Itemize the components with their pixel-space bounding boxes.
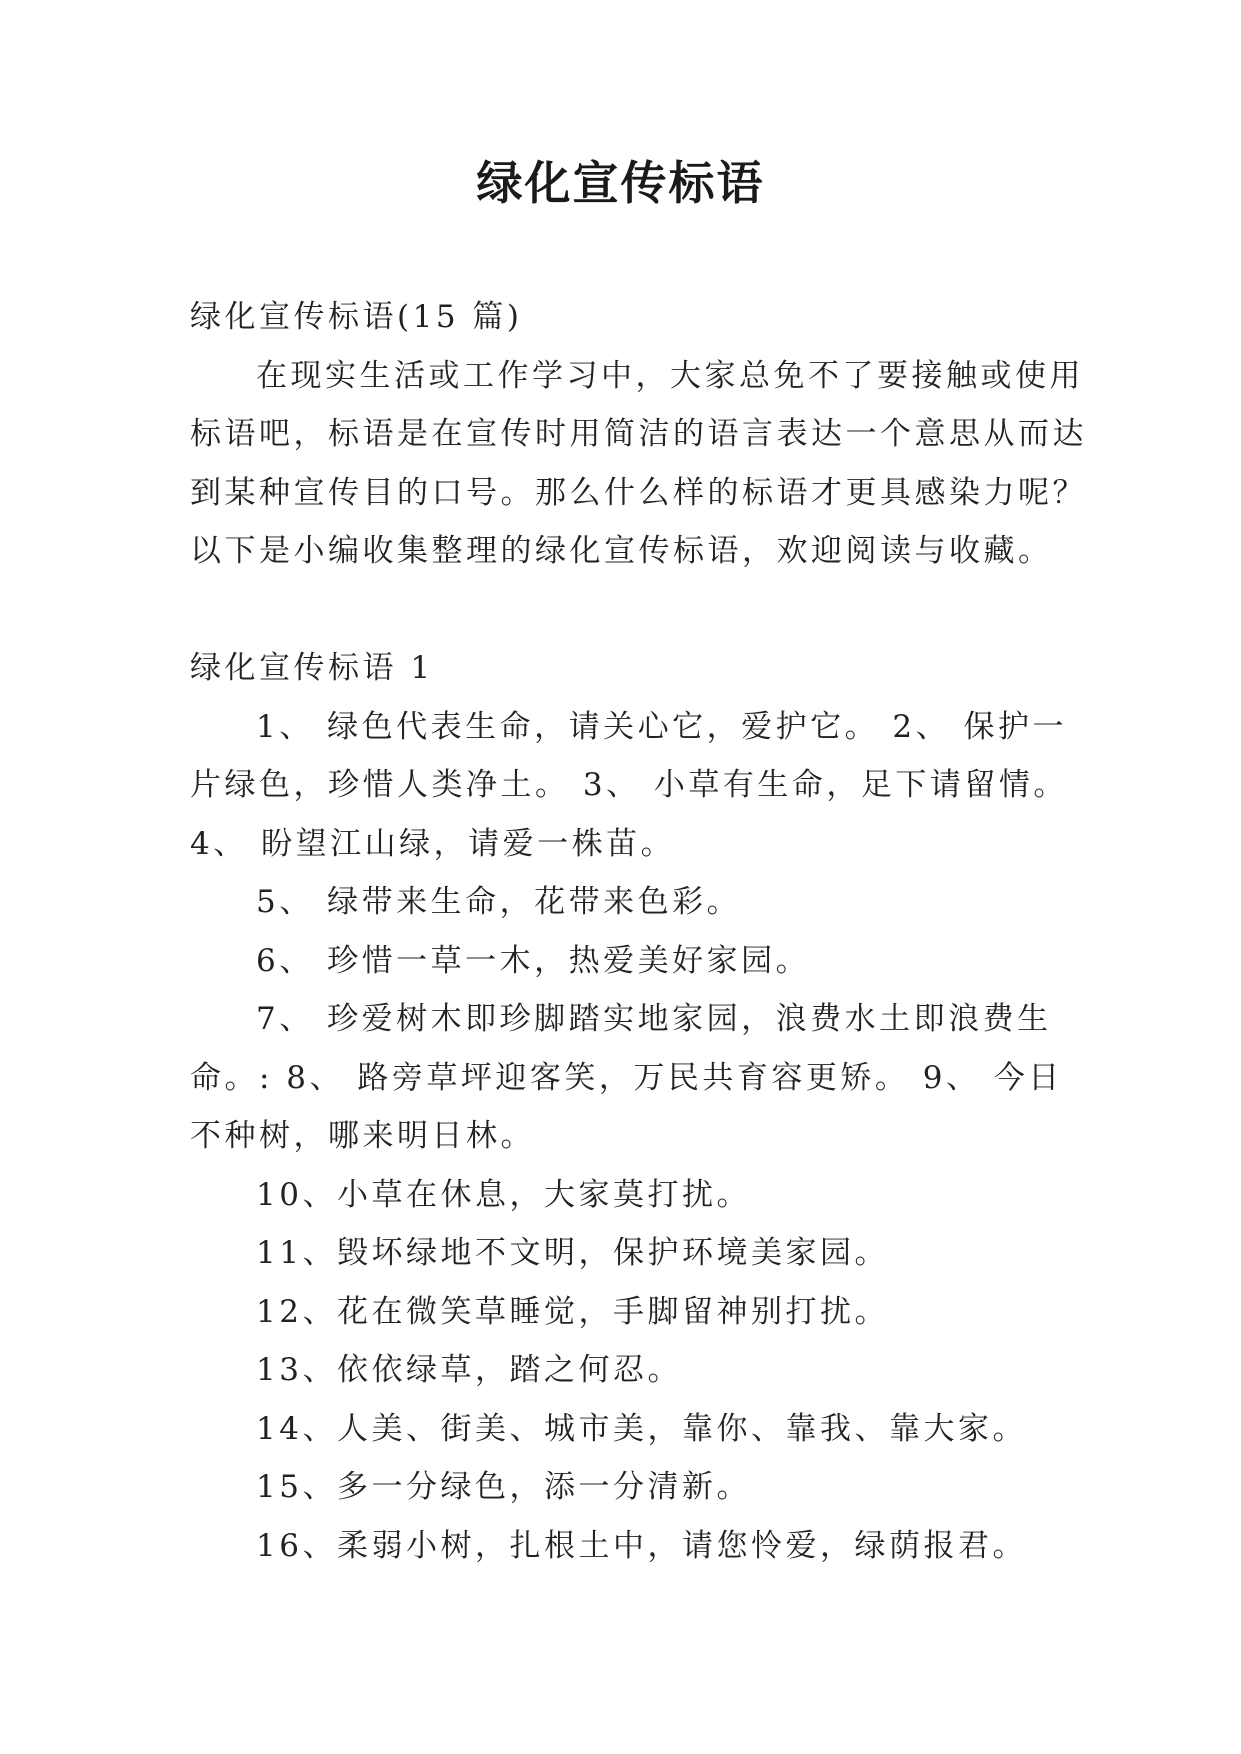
slogan-item: 13、依依绿草，踏之何忍。 xyxy=(256,1352,682,1388)
paragraph-spacer xyxy=(190,581,1070,640)
slogan-paragraph-7 xyxy=(190,990,1070,1166)
slogan-item: 10、小草在休息，大家莫打扰。 xyxy=(256,1176,751,1213)
slogan-item: 12、花在微笑草睡觉，手脚留神别打扰。 xyxy=(256,1293,889,1330)
paragraph-line: 命。: 8、 路旁草坪迎客笑，万民共育容更矫。 9、 今日 xyxy=(190,1059,1063,1096)
intro-paragraph xyxy=(190,347,1087,581)
paragraph-line: 不种树，哪来明日林。 xyxy=(190,1118,535,1154)
subtitle: 绿化宣传标语(15 篇) xyxy=(190,299,523,335)
paragraph-line: 到某种宣传目的口号。那么什么样的标语才更具感染力呢？ xyxy=(190,474,1087,511)
section-heading: 绿化宣传标语 1 xyxy=(190,650,434,686)
slogan-paragraph-1 xyxy=(190,698,1070,874)
paragraph-line: 标语吧，标语是在宣传时用简洁的语言表达一个意思从而达 xyxy=(190,416,1087,452)
slogan-item: 5、 绿带来生命，花带来色彩。 xyxy=(256,884,742,920)
document-title: 绿化宣传标语 xyxy=(476,156,765,210)
paragraph-line: 4、 盼望江山绿，请爱一株苗。 xyxy=(190,825,676,862)
paragraph-line: 1、 绿色代表生命，请关心它，爱护它。 2、 保护一 xyxy=(256,708,1068,745)
paragraph-line: 以下是小编收集整理的绿化宣传标语，欢迎阅读与收藏。 xyxy=(190,533,1053,569)
paragraph-line: 片绿色，珍惜人类净土。 3、 小草有生命，足下请留情。 xyxy=(190,767,1068,803)
slogan-item: 15、多一分绿色，添一分清新。 xyxy=(256,1469,751,1505)
document-body xyxy=(190,288,1087,1575)
slogan-item: 6、 珍惜一草一木，热爱美好家园。 xyxy=(256,942,811,979)
slogan-item: 11、毁坏绿地不文明，保护环境美家园。 xyxy=(256,1235,889,1271)
slogan-item: 14、人美、街美、城市美，靠你、靠我、靠大家。 xyxy=(256,1410,1027,1447)
paragraph-line: 7、 珍爱树木即珍脚踏实地家园，浪费水土即浪费生 xyxy=(256,1001,1052,1037)
slogan-item: 16、柔弱小树，扎根土中，请您怜爱，绿荫报君。 xyxy=(256,1527,1027,1564)
paragraph-line: 在现实生活或工作学习中，大家总免不了要接触或使用 xyxy=(256,357,1084,394)
